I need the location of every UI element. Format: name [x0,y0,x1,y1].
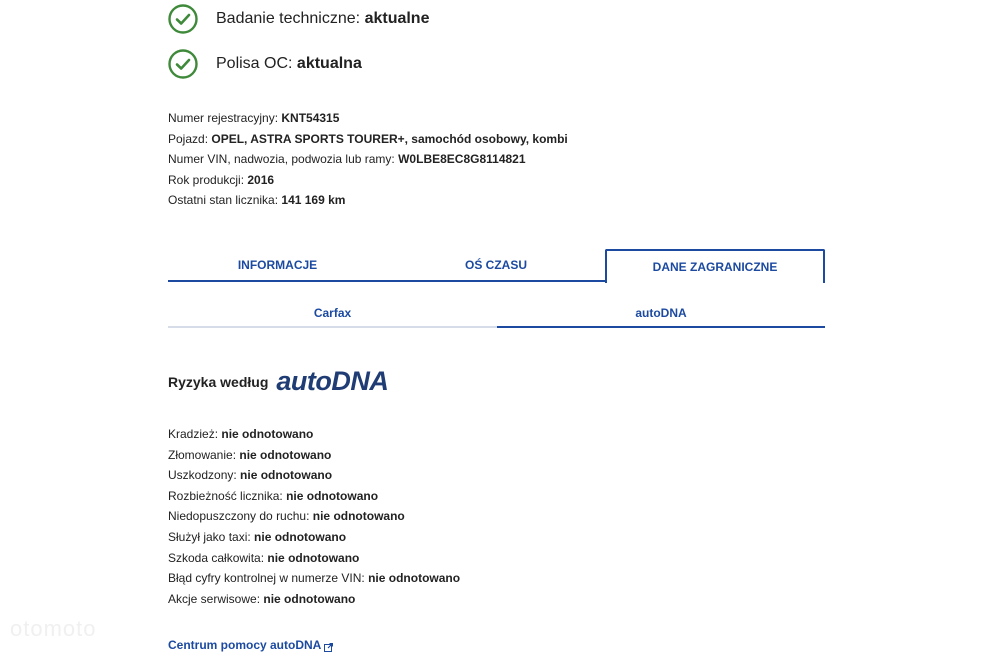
risk-label: Służył jako taxi: [168,529,251,544]
risk-value: nie odnotowano [368,571,461,586]
risk-label: Błąd cyfry kontrolnej w numerze VIN: [168,571,365,586]
help-center-link[interactable] [168,638,333,652]
risk-label: Uszkodzony: [168,468,237,483]
vehicle-info-row [168,129,568,150]
info-value: W0LBE8EC8G8114821 [398,152,526,167]
risk-value: nie odnotowano [267,550,360,565]
risk-item [168,506,460,527]
risk-label: Złomowanie: [168,447,237,462]
external-link-icon [324,641,333,650]
status-label: Polisa OC: [216,55,293,72]
risk-item [168,548,460,569]
help-link-label: Centrum pomocy autoDNA [168,638,322,652]
vehicle-info-row [168,190,568,211]
otomoto-watermark: otomoto [10,616,97,641]
risk-label: Rozbieżność licznika: [168,488,283,503]
risk-item [168,445,460,466]
risk-item [168,486,460,507]
tab-os-czasu[interactable]: OŚ CZASU [387,249,605,282]
info-value: 141 169 km [281,193,346,208]
risk-item [168,527,460,548]
risk-item [168,465,460,486]
info-label: Numer VIN, nadwozia, podwozia lub ramy: [168,152,395,167]
autodna-logo: autoDNA [276,366,389,396]
risk-value: nie odnotowano [240,468,333,483]
status-value: aktualna [296,55,362,72]
risk-value: nie odnotowano [239,447,332,462]
risk-value: nie odnotowano [286,488,379,503]
check-circle-icon [168,4,198,34]
main-tabs [168,249,825,283]
risk-heading-label: Ryzyka według [168,373,269,390]
status-text [216,55,362,73]
info-value: 2016 [247,172,275,187]
risk-value: nie odnotowano [263,591,356,606]
risk-value: nie odnotowano [254,529,347,544]
subtab-autodna[interactable]: autoDNA [497,300,825,328]
status-row-polisa [168,49,362,79]
status-text [216,10,429,28]
vehicle-info-row [168,170,568,191]
status-label: Badanie techniczne: [216,10,361,27]
status-value: aktualne [364,10,430,27]
risk-item [168,568,460,589]
tab-dane-zagraniczne[interactable]: DANE ZAGRANICZNE [605,249,825,283]
vehicle-info [168,108,568,211]
status-row-badanie [168,4,429,34]
tab-informacje[interactable]: INFORMACJE [168,249,387,282]
risk-heading [168,366,388,397]
vehicle-info-row [168,149,568,170]
subtab-carfax[interactable]: Carfax [168,300,497,328]
info-label: Rok produkcji: [168,172,245,187]
info-value: OPEL, ASTRA SPORTS TOURER+, samochód osobowy, kombi [211,131,568,146]
risk-label: Kradzież: [168,427,219,441]
vehicle-info-row [168,108,568,129]
info-label: Pojazd: [168,131,209,146]
info-value: KNT54315 [281,111,340,125]
risk-item [168,589,460,610]
check-circle-icon [168,49,198,79]
info-label: Numer rejestracyjny: [168,111,279,125]
info-label: Ostatni stan licznika: [168,193,279,208]
risk-item [168,424,460,445]
risk-list [168,424,460,609]
risk-value: nie odnotowano [312,509,405,524]
sub-tabs [168,300,825,330]
risk-label: Niedopuszczony do ruchu: [168,509,310,524]
risk-label: Akcje serwisowe: [168,591,261,606]
risk-value: nie odnotowano [221,427,314,441]
risk-label: Szkoda całkowita: [168,550,265,565]
